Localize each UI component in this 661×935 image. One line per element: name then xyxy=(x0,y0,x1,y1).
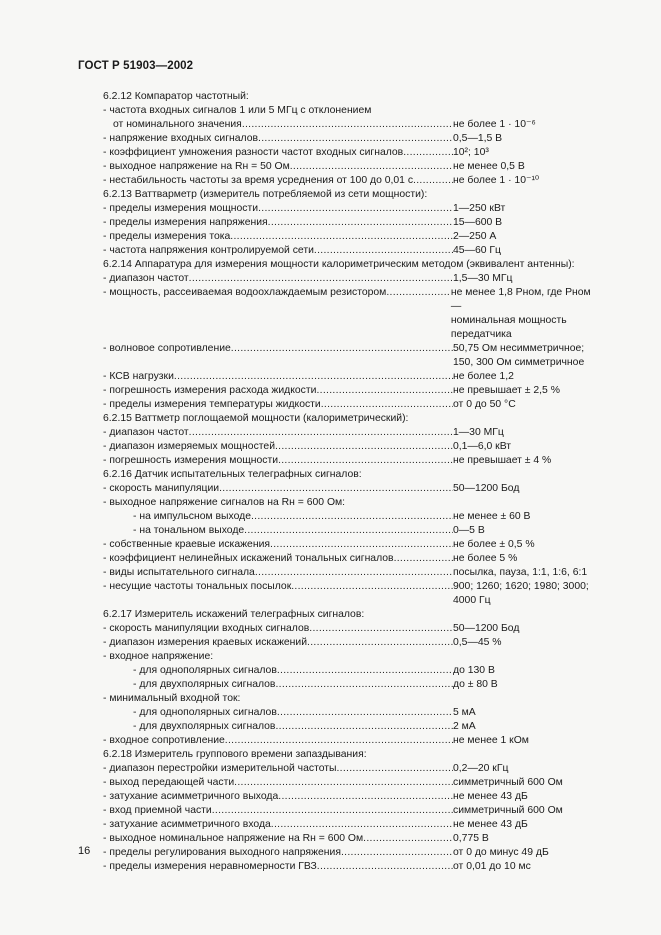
spec-value xyxy=(453,216,603,230)
spec-value-line: 0,2—20 кГц xyxy=(453,763,509,774)
spec-row xyxy=(103,762,603,776)
spec-row xyxy=(103,818,603,832)
leader-dots xyxy=(189,426,453,440)
spec-row xyxy=(103,482,603,496)
spec-label: - диапазон измерения краевых искажений xyxy=(103,637,308,648)
leader-dots xyxy=(271,818,453,832)
spec-row xyxy=(103,146,603,160)
spec-row xyxy=(103,832,603,846)
leader-dots xyxy=(270,538,453,552)
spec-label: - собственные краевые искажения xyxy=(103,539,271,550)
spec-value xyxy=(453,440,603,454)
leader-dots xyxy=(268,216,453,230)
spec-value-line: 2—250 А xyxy=(453,231,497,242)
leader-dots xyxy=(275,678,453,692)
spec-value-line: не более 5 % xyxy=(453,553,518,564)
section-heading: 6.2.17 Измеритель искажений телеграфных сигналов: xyxy=(103,609,365,620)
spec-value-line: 1—250 кВт xyxy=(453,203,506,214)
spec-row xyxy=(103,426,603,440)
spec-value-line: 1,5—30 МГц xyxy=(453,273,513,284)
leader-dots xyxy=(314,244,453,258)
spec-row xyxy=(103,286,603,342)
leader-dots xyxy=(258,132,453,146)
spec-label: - несущие частоты тональных посылок xyxy=(103,581,292,592)
spec-value-line: до 130 В xyxy=(453,665,495,676)
spec-label: - для двухполярных сигналов xyxy=(133,679,276,690)
spec-label: от номинального значения xyxy=(113,119,242,130)
spec-value-line: от 0,01 до 10 мс xyxy=(453,861,531,872)
spec-label: - затухание асимметричного входа xyxy=(103,819,271,830)
leader-dots xyxy=(363,832,453,846)
spec-row xyxy=(103,272,603,286)
spec-row xyxy=(103,636,603,650)
spec-value xyxy=(453,860,603,874)
spec-label: - входное напряжение: xyxy=(103,651,214,662)
spec-value xyxy=(453,846,603,860)
spec-label: - мощность, рассеиваемая водоохлаждаемым резистором xyxy=(103,287,387,298)
spec-value-line: 1—30 МГц xyxy=(453,427,504,438)
leader-dots xyxy=(275,440,453,454)
spec-row xyxy=(103,496,603,510)
spec-label: - диапазон перестройки измерительной частоты xyxy=(103,763,337,774)
spec-value xyxy=(453,202,603,216)
spec-value-line: не менее 43 дБ xyxy=(453,791,528,802)
spec-value-line: не менее 1,8 Pном, где Pном — xyxy=(450,287,591,312)
leader-dots xyxy=(341,846,453,860)
spec-value-line: 0,5—1,5 В xyxy=(453,133,503,144)
leader-dots xyxy=(278,790,453,804)
spec-label: - скорость манипуляции входных сигналов xyxy=(103,623,310,634)
leader-dots xyxy=(174,370,453,384)
spec-value-line: 150, 300 Ом симметричное xyxy=(453,357,585,368)
spec-row xyxy=(103,244,603,258)
spec-label: - выходное напряжение сигналов на Rн = 600 Ом: xyxy=(103,497,346,508)
spec-value-line: не менее 43 дБ xyxy=(453,819,528,830)
spec-value-line: не менее ± 60 В xyxy=(453,511,531,522)
spec-label: - минимальный входной ток: xyxy=(103,693,241,704)
spec-row xyxy=(103,202,603,216)
spec-label: - для однополярных сигналов xyxy=(133,665,277,676)
leader-dots xyxy=(321,398,453,412)
spec-value xyxy=(451,286,603,342)
spec-value-line: не более 1,2 xyxy=(453,371,514,382)
leader-dots xyxy=(255,566,453,580)
spec-value xyxy=(453,398,603,412)
spec-value xyxy=(453,566,603,580)
spec-value-line: 45—60 Гц xyxy=(453,245,501,256)
spec-value-line: 0—5 В xyxy=(453,525,485,536)
leader-dots xyxy=(258,202,453,216)
spec-row xyxy=(103,538,603,552)
spec-row xyxy=(103,650,603,664)
spec-value xyxy=(453,342,603,370)
spec-label: - пределы измерения неравномерности ГВЗ xyxy=(103,861,317,872)
section-heading: 6.2.18 Измеритель группового времени запаздывания: xyxy=(103,749,367,760)
spec-label: - затухание асимметричного выхода xyxy=(103,791,279,802)
spec-label: - напряжение входных сигналов xyxy=(103,133,259,144)
spec-row xyxy=(103,790,603,804)
spec-value xyxy=(453,790,603,804)
spec-row xyxy=(103,510,603,524)
spec-label: - нестабильность частоты за время усреднения от 100 до 0,01 с xyxy=(103,175,414,186)
section-heading: 6.2.12 Компаратор частотный: xyxy=(103,91,249,102)
section-heading: 6.2.15 Ваттметр поглощаемой мощности (калориметрический): xyxy=(103,413,409,424)
spec-value xyxy=(453,762,603,776)
spec-value-line: симметричный 600 Ом xyxy=(453,805,563,816)
spec-label: - частота входных сигналов 1 или 5 МГц с отклонением xyxy=(103,105,372,116)
spec-label: - скорость манипуляции xyxy=(103,483,220,494)
spec-label: - коэффициент нелинейных искажений тональных сигналов xyxy=(103,553,394,564)
spec-row xyxy=(103,692,603,706)
spec-value xyxy=(453,524,603,538)
spec-value-line: не превышает ± 4 % xyxy=(453,455,552,466)
spec-value xyxy=(453,272,603,286)
spec-value-line: не менее 1 кОм xyxy=(453,735,529,746)
spec-label: - пределы измерения температуры жидкости xyxy=(103,399,321,410)
spec-label: - на тональном выходе xyxy=(133,525,245,536)
spec-row xyxy=(103,580,603,608)
spec-label: - погрешность измерения мощности xyxy=(103,455,279,466)
spec-row xyxy=(103,566,603,580)
spec-row xyxy=(103,524,603,538)
spec-value xyxy=(453,160,603,174)
spec-value xyxy=(453,720,603,734)
spec-label: - частота напряжения контролируемой сети xyxy=(103,245,314,256)
spec-row xyxy=(103,398,603,412)
spec-value-line: номинальная мощность xyxy=(450,315,567,326)
spec-label: - диапазон частот xyxy=(103,273,189,284)
spec-label: - пределы измерения тока xyxy=(103,231,231,242)
spec-label: - виды испытательного сигнала xyxy=(103,567,255,578)
spec-row xyxy=(103,160,603,174)
spec-value-line: до ± 80 В xyxy=(453,679,498,690)
spec-value-line: 0,5—45 % xyxy=(453,637,502,648)
leader-dots xyxy=(277,706,453,720)
spec-value xyxy=(453,706,603,720)
spec-label: - пределы регулирования выходного напряжения xyxy=(103,847,341,858)
spec-label: - погрешность измерения расхода жидкости xyxy=(103,385,317,396)
spec-row xyxy=(103,216,603,230)
spec-value-line: 0,1—6,0 кВт xyxy=(453,441,512,452)
spec-row xyxy=(103,132,603,146)
spec-value-line: 900; 1260; 1620; 1980; 3000; xyxy=(453,581,589,592)
leader-dots xyxy=(291,580,453,594)
spec-row xyxy=(103,622,603,636)
spec-value xyxy=(453,384,603,398)
leader-dots xyxy=(317,860,453,874)
spec-value xyxy=(453,538,603,552)
leader-dots xyxy=(413,174,453,188)
spec-row xyxy=(103,230,603,244)
leader-dots xyxy=(277,664,453,678)
spec-row xyxy=(103,706,603,720)
spec-label: - пределы измерения мощности xyxy=(103,203,259,214)
spec-value xyxy=(453,818,603,832)
spec-value-line: 2 мА xyxy=(453,721,476,732)
spec-value-line: симметричный 600 Ом xyxy=(453,777,563,788)
leader-dots xyxy=(394,552,453,566)
leader-dots xyxy=(316,384,453,398)
spec-label: - вход приемной части xyxy=(103,805,212,816)
spec-value-line: 50—1200 Бод xyxy=(453,483,520,494)
spec-label: - выход передающей части xyxy=(103,777,235,788)
spec-value-line: 50—1200 Бод xyxy=(453,623,520,634)
spec-row xyxy=(103,804,603,818)
spec-value-line: 5 мА xyxy=(453,707,476,718)
spec-value-line: не более 1 · 10⁻⁶ xyxy=(453,119,536,130)
spec-value xyxy=(453,622,603,636)
leader-dots xyxy=(403,146,453,160)
spec-row xyxy=(103,846,603,860)
spec-label: - пределы измерения напряжения xyxy=(103,217,268,228)
spec-label: - выходное номинальное напряжение на Rн = 600 Ом xyxy=(103,833,364,844)
leader-dots xyxy=(230,230,453,244)
spec-row xyxy=(103,678,603,692)
document-header: ГОСТ Р 51903—2002 xyxy=(78,60,194,72)
page-number: 16 xyxy=(78,845,91,857)
spec-row xyxy=(103,384,603,398)
spec-row xyxy=(103,118,603,132)
spec-value xyxy=(453,132,603,146)
spec-value xyxy=(453,832,603,846)
spec-value-line: 0,775 В xyxy=(453,833,489,844)
spec-value xyxy=(453,804,603,818)
spec-row xyxy=(103,664,603,678)
spec-row xyxy=(103,454,603,468)
spec-label: - для однополярных сигналов xyxy=(133,707,277,718)
spec-row xyxy=(103,552,603,566)
leader-dots xyxy=(212,804,453,818)
spec-value xyxy=(453,776,603,790)
spec-value xyxy=(453,230,603,244)
spec-value-line: 10²; 10³ xyxy=(453,147,489,158)
spec-value-line: передатчика xyxy=(450,329,512,340)
spec-row xyxy=(103,370,603,384)
spec-label: - волновое сопротивление xyxy=(103,343,231,354)
leader-dots xyxy=(275,720,453,734)
spec-value-line: 50,75 Ом несимметричное; xyxy=(453,343,585,354)
spec-value xyxy=(453,664,603,678)
leader-dots xyxy=(234,776,453,790)
leader-dots xyxy=(290,160,453,174)
spec-value xyxy=(453,174,603,188)
spec-value-line: не более ± 0,5 % xyxy=(453,539,535,550)
leader-dots xyxy=(225,734,453,748)
spec-label: - коэффициент умножения разности частот входных сигналов xyxy=(103,147,404,158)
leader-dots xyxy=(251,510,453,524)
spec-value xyxy=(453,426,603,440)
spec-value-line: от 0 до минус 49 дБ xyxy=(453,847,549,858)
spec-row xyxy=(103,720,603,734)
section-heading: 6.2.13 Ваттварметр (измеритель потребляемой из сети мощности): xyxy=(103,189,428,200)
spec-label: - на импульсном выходе xyxy=(133,511,251,522)
spec-content xyxy=(103,90,603,874)
spec-value xyxy=(453,118,603,132)
spec-label: - диапазон частот xyxy=(103,427,189,438)
spec-label: - КСВ нагрузки xyxy=(103,371,174,382)
spec-value-line: 15—600 В xyxy=(453,217,503,228)
section-heading: 6.2.14 Аппаратура для измерения мощности калориметрическим методом (эквивалент антенны): xyxy=(103,259,575,270)
spec-value xyxy=(453,552,603,566)
spec-label: - выходное напряжение на Rн = 50 Ом xyxy=(103,161,290,172)
spec-value xyxy=(453,146,603,160)
spec-row xyxy=(103,860,603,874)
leader-dots xyxy=(189,272,453,286)
spec-row xyxy=(103,776,603,790)
spec-value xyxy=(453,580,603,608)
spec-label: - для двухполярных сигналов xyxy=(133,721,276,732)
spec-row xyxy=(103,440,603,454)
spec-row xyxy=(103,734,603,748)
leader-dots xyxy=(386,286,451,300)
spec-value-line: не менее 0,5 В xyxy=(453,161,525,172)
spec-value-line: не превышает ± 2,5 % xyxy=(453,385,560,396)
leader-dots xyxy=(337,762,454,776)
spec-label: - входное сопротивление xyxy=(103,735,225,746)
spec-value xyxy=(453,370,603,384)
leader-dots xyxy=(219,482,453,496)
spec-row xyxy=(103,104,603,118)
leader-dots xyxy=(307,636,453,650)
spec-value xyxy=(453,454,603,468)
leader-dots xyxy=(231,342,453,356)
spec-value xyxy=(453,636,603,650)
spec-value xyxy=(453,510,603,524)
section-heading: 6.2.16 Датчик испытательных телеграфных сигналов: xyxy=(103,469,362,480)
spec-value-line: 4000 Гц xyxy=(453,595,491,606)
spec-row xyxy=(103,342,603,370)
spec-value xyxy=(453,244,603,258)
spec-value-line: не более 1 · 10⁻¹⁰ xyxy=(453,175,540,186)
leader-dots xyxy=(309,622,453,636)
spec-label: - диапазон измеряемых мощностей xyxy=(103,441,275,452)
leader-dots xyxy=(278,454,453,468)
spec-value-line: от 0 до 50 °С xyxy=(453,399,516,410)
spec-row xyxy=(103,174,603,188)
spec-value-line: посылка, пауза, 1:1, 1:6, 6:1 xyxy=(453,567,588,578)
spec-value xyxy=(453,482,603,496)
spec-value xyxy=(453,678,603,692)
leader-dots xyxy=(242,118,453,132)
spec-value xyxy=(453,734,603,748)
leader-dots xyxy=(244,524,453,538)
